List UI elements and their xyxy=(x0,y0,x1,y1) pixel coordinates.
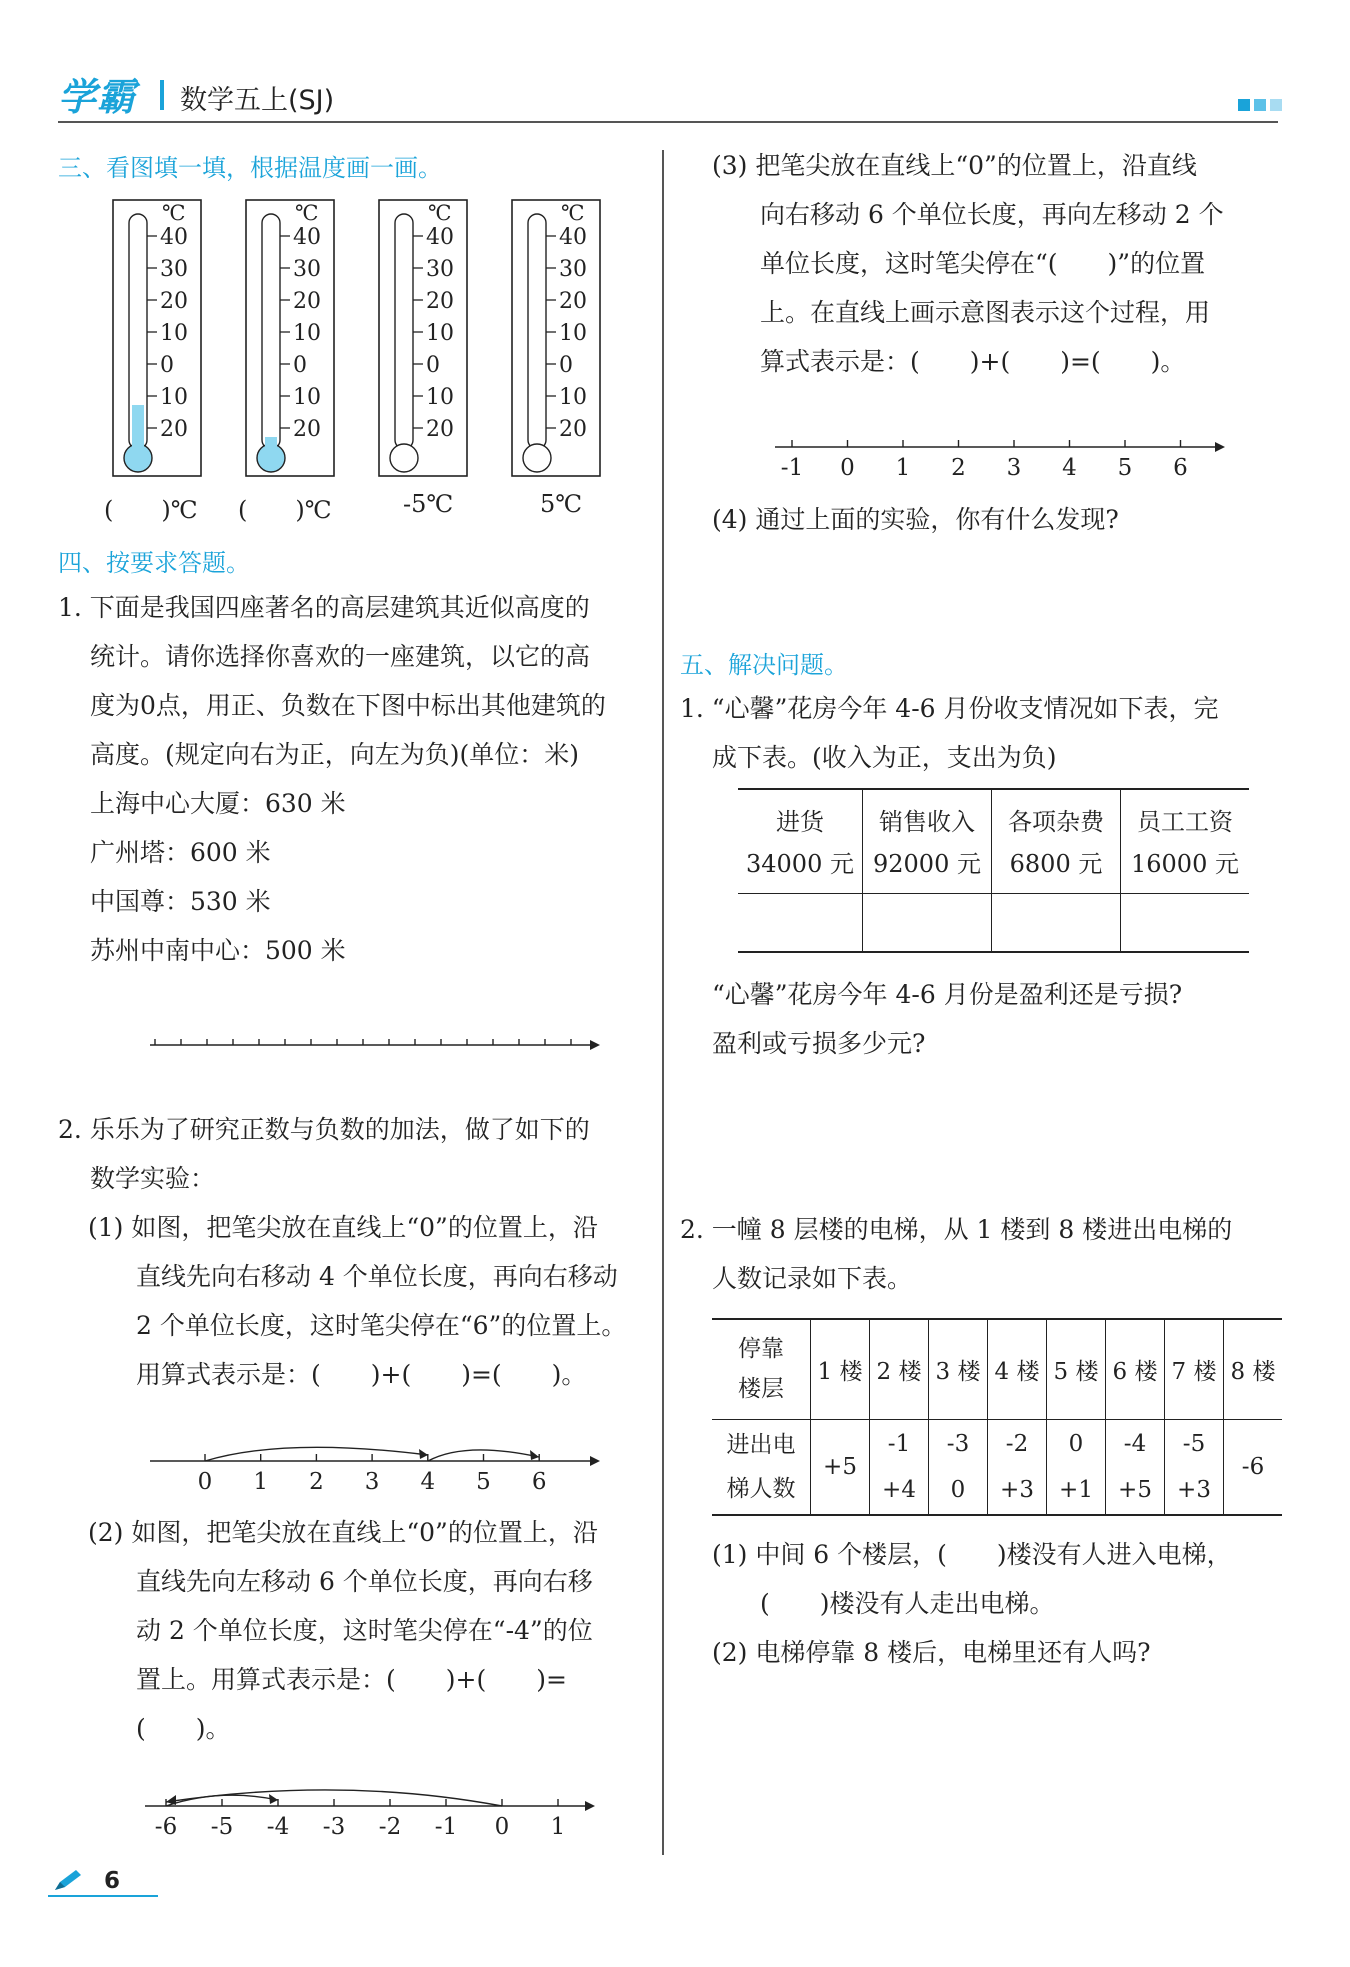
tick-label: -4 xyxy=(266,1814,290,1840)
q2-part4: (4) 通过上面的实验，你有什么发现? xyxy=(712,505,1119,534)
q2-part3: (3) 把笔尖放在直线上“0”的位置上，沿直线 向右移动 6 个单位长度，再向左移动 2 个 单位长度，这时笔尖停在“( )”的位置 上。在直线上画示意图表示这个过程，用 算式表示是：( )+( )=( )。 xyxy=(712,151,1224,376)
scale-tick-label: 0 xyxy=(293,353,307,378)
header-divider xyxy=(160,80,164,110)
thermometer-4 xyxy=(512,200,600,476)
tick-label: 0 xyxy=(197,1469,213,1495)
q2-part1: (1) 如图，把笔尖放在直线上“0”的位置上，沿 直线先向右移动 4 个单位长度，再向右移动 2 个单位长度，这时笔尖停在“6”的位置上。 用算式表示是：( )+( )=( )。 xyxy=(88,1213,627,1389)
s5-q2-text: 2. 一幢 8 层楼的电梯，从 1 楼到 8 楼进出电梯的 人数记录如下表。 xyxy=(680,1215,1233,1293)
tick-label: 2 xyxy=(951,455,966,481)
s5-q1-question: “心馨”花房今年 4-6 月份是盈利还是亏损? 盈利或亏损多少元? xyxy=(712,980,1183,1058)
finance-table: 进货 销售收入 各项杂费 员工工资 34000 元 92000 元 6800 元 16000 元 xyxy=(738,788,1249,953)
brand-logo: 学霸 xyxy=(58,75,137,119)
tick-label: -2 xyxy=(378,1814,402,1840)
scale-tick-label: 20 xyxy=(160,417,188,442)
answer-cell-1[interactable] xyxy=(738,894,863,952)
thermometer-1 xyxy=(113,200,201,476)
scale-tick-label: 20 xyxy=(559,417,587,442)
building-2: 广州塔：600 米 xyxy=(90,838,271,867)
scale-tick-label: 10 xyxy=(559,385,587,410)
thermometer-2 xyxy=(246,200,334,476)
tick-label: -1 xyxy=(780,455,804,481)
answer-cell-3[interactable] xyxy=(992,894,1121,952)
page-number: 6 xyxy=(104,1868,121,1894)
row2-label: 进出电 梯人数 xyxy=(726,1431,796,1502)
scale-tick-label: 20 xyxy=(293,417,321,442)
number-line-1 xyxy=(145,1425,615,1495)
th-wages: 员工工资 xyxy=(1121,789,1250,838)
unit-label: ℃ xyxy=(561,201,585,225)
thermo-caption-3: -5℃ xyxy=(403,490,454,518)
scale-tick-label: 40 xyxy=(293,225,321,250)
footer-rule xyxy=(48,1895,158,1897)
scale-tick-label: 20 xyxy=(160,289,188,314)
scale-tick-label: 20 xyxy=(426,289,454,314)
section-3-title: 三、看图填一填，根据温度画一画。 xyxy=(58,154,442,182)
scale-tick-label: 10 xyxy=(559,321,587,346)
s5-q2-sub: (1) 中间 6 个楼层，( )楼没有人进入电梯， ( )楼没有人走出电梯。 (2) 电梯停靠 8 楼后，电梯里还有人吗? xyxy=(712,1540,1232,1667)
tick-label: -3 xyxy=(322,1814,346,1840)
number-line-3 xyxy=(770,425,1240,485)
scale-tick-label: 0 xyxy=(160,353,174,378)
scale-tick-label: 30 xyxy=(426,257,454,282)
q2-intro: 2. 乐乐为了研究正数与负数的加法，做了如下的 数学实验： xyxy=(58,1115,590,1193)
tick-label: 0 xyxy=(494,1814,510,1840)
tick-label: 4 xyxy=(1062,455,1077,481)
tick-label: 5 xyxy=(476,1469,491,1495)
scale-tick-label: 40 xyxy=(426,225,454,250)
tick-label: 4 xyxy=(420,1469,436,1495)
section-5-title: 五、解决问题。 xyxy=(680,651,848,679)
scale-tick-label: 30 xyxy=(559,257,587,282)
answer-cell-4[interactable] xyxy=(1121,894,1250,952)
tick-label: -6 xyxy=(154,1814,178,1840)
blank-number-line xyxy=(145,1030,605,1060)
scale-tick-label: 10 xyxy=(293,385,321,410)
tick-label: 5 xyxy=(1117,455,1133,481)
header-decor xyxy=(1234,96,1282,115)
th-purchase: 进货 xyxy=(776,808,824,836)
elevator-table: 停靠 楼层 1 楼 2 楼 3 楼 4 楼 5 楼 6 楼 7 楼 8 楼 进出电 梯人数 +5 -1 +4 -3 0 -2 +3 0 +1 -4 +5 -5 +3 -6 xyxy=(712,1318,1282,1516)
building-3: 中国尊：530 米 xyxy=(90,887,271,916)
thermo-caption-4: 5℃ xyxy=(540,490,583,518)
tick-label: 6 xyxy=(531,1469,547,1495)
tick-label: 0 xyxy=(840,455,855,481)
scale-tick-label: 10 xyxy=(426,385,454,410)
building-4: 苏州中南中心：500 米 xyxy=(90,936,346,965)
tick-label: -1 xyxy=(434,1814,458,1840)
unit-label: ℃ xyxy=(295,201,319,225)
scale-tick-label: 20 xyxy=(426,417,454,442)
number-line-2 xyxy=(140,1770,610,1840)
tick-label: 3 xyxy=(364,1469,380,1495)
tick-label: 1 xyxy=(895,455,911,481)
scale-tick-label: 30 xyxy=(293,257,321,282)
header-subject: 数学五上(SJ) xyxy=(180,85,335,116)
scale-tick-label: 10 xyxy=(293,321,321,346)
thermometers xyxy=(100,195,620,490)
scale-tick-label: 10 xyxy=(426,321,454,346)
tick-label: -5 xyxy=(210,1814,234,1840)
answer-cell-2[interactable] xyxy=(863,894,992,952)
th-misc: 各项杂费 xyxy=(992,789,1121,838)
section-4-title: 四、按要求答题。 xyxy=(58,549,250,577)
tick-label: 6 xyxy=(1173,455,1188,481)
s5-q1-text: 1. “心馨”花房今年 4-6 月份收支情况如下表，完 成下表。(收入为正，支出为负) xyxy=(680,694,1219,772)
scale-tick-label: 30 xyxy=(160,257,188,282)
scale-tick-label: 20 xyxy=(293,289,321,314)
scale-tick-label: 40 xyxy=(160,225,188,250)
scale-tick-label: 20 xyxy=(559,289,587,314)
thermo-caption-1: ( )℃ xyxy=(104,496,198,524)
scale-tick-label: 0 xyxy=(426,353,440,378)
q2-part2: (2) 如图，把笔尖放在直线上“0”的位置上，沿 直线先向左移动 6 个单位长度，再向右移 动 2 个单位长度，这时笔尖停在“-4”的位 置上。用算式表示是：( )+( )= ( )。 xyxy=(88,1518,598,1743)
scale-tick-label: 10 xyxy=(160,385,188,410)
row1-label: 停靠 楼层 xyxy=(738,1336,784,1403)
tick-label: 1 xyxy=(253,1469,269,1495)
tick-label: 2 xyxy=(309,1469,324,1495)
unit-label: ℃ xyxy=(428,201,452,225)
tick-label: 1 xyxy=(550,1814,566,1840)
unit-label: ℃ xyxy=(162,201,186,225)
header-rule xyxy=(58,121,1278,123)
thermo-caption-2: ( )℃ xyxy=(238,496,332,524)
q1-text: 1. 下面是我国四座著名的高层建筑其近似高度的 统计。请你选择你喜欢的一座建筑，以它的高 度为0点，用正、负数在下图中标出其他建筑的 高度。(规定向右为正，向左为负)(单位：米) 上海中心大厦：630 米 广州塔：600 米 中国尊：530 米 苏州中南中心：500 米 xyxy=(58,583,658,975)
th-sales: 销售收入 xyxy=(863,789,992,838)
scale-tick-label: 10 xyxy=(160,321,188,346)
scale-tick-label: 0 xyxy=(559,353,573,378)
scale-tick-label: 40 xyxy=(559,225,587,250)
pencil-icon xyxy=(52,1868,86,1894)
thermometer-3 xyxy=(379,200,467,476)
building-1: 上海中心大厦：630 米 xyxy=(90,789,346,818)
tick-label: 3 xyxy=(1006,455,1022,481)
